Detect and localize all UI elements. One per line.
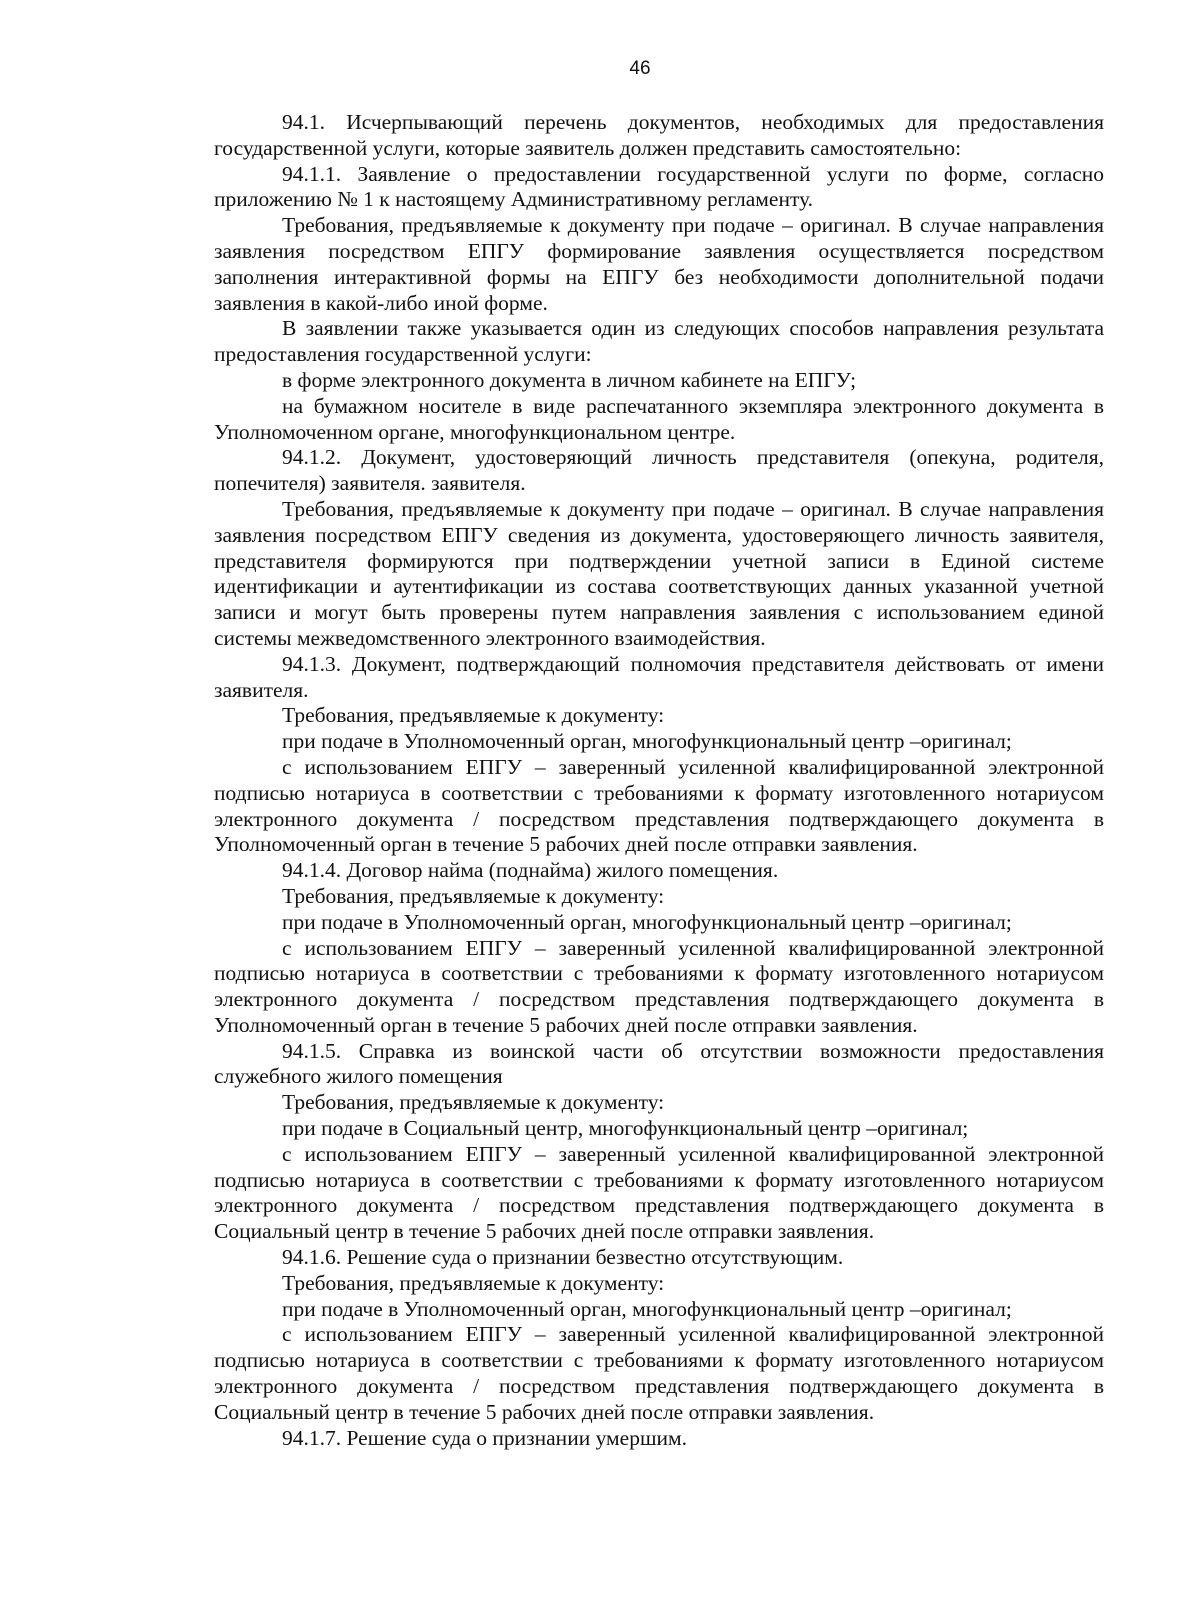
paragraph: на бумажном носителе в виде распечатанного экземпляра электронного документа в Уполномоченном органе, многофункциональном центре.: [214, 393, 1104, 444]
document-body: [214, 110, 1104, 1451]
paragraph: Требования, предъявляемые к документу при подаче – оригинал. В случае направления заявления посредством ЕПГУ формирование заявления осуществляется посредством заполнения интерактивной формы на ЕПГУ без необходимости дополнительной подачи заявления в какой-либо иной форме.: [214, 213, 1104, 315]
paragraph: Требования, предъявляемые к документу:: [282, 883, 665, 908]
paragraph: 94.1.2. Документ, удостоверяющий личность представителя (опекуна, родителя, попечителя) заявителя. заявителя.: [214, 445, 1104, 496]
paragraph: 94.1.3. Документ, подтверждающий полномочия представителя действовать от имени заявителя.: [214, 651, 1104, 702]
paragraph: Требования, предъявляемые к документу при подаче – оригинал. В случае направления заявления посредством ЕПГУ сведения из документа, удостоверяющего личность заявителя, представителя формируются при подтверждении учетной записи в Единой системе идентификации и аутентификации из состава соответствующих данных указанной учетной записи и могут быть проверены путем направления заявления с использованием единой системы межведомственного электронного взаимодействия.: [214, 496, 1104, 650]
paragraph: Требования, предъявляемые к документу:: [282, 1270, 665, 1295]
paragraph: в форме электронного документа в личном кабинете на ЕПГУ;: [282, 367, 857, 392]
paragraph: с использованием ЕПГУ – заверенный усиленной квалифицированной электронной подписью нотариуса в соответствии с требованиями к формату изготовленного нотариусом электронного документа / посредством представления подтверждающего документа в Уполномоченный орган в течение 5 рабочих дней после отправки заявления.: [214, 935, 1104, 1037]
paragraph: В заявлении также указывается один из следующих способов направления результата предоставления государственной услуги:: [214, 316, 1104, 367]
paragraph: с использованием ЕПГУ – заверенный усиленной квалифицированной электронной подписью нотариуса в соответствии с требованиями к формату изготовленного нотариусом электронного документа / посредством представления подтверждающего документа в Уполномоченный орган в течение 5 рабочих дней после отправки заявления.: [214, 754, 1104, 857]
paragraph: Требования, предъявляемые к документу:: [282, 703, 665, 728]
paragraph: 94.1.4. Договор найма (поднайма) жилого помещения.: [282, 858, 779, 883]
paragraph: при подаче в Уполномоченный орган, многофункциональный центр –оригинал;: [282, 729, 1012, 754]
paragraph: 94.1. Исчерпывающий перечень документов, необходимых для предоставления государственной услуги, которые заявитель должен представить самостоятельно:: [214, 110, 1104, 160]
paragraph: с использованием ЕПГУ – заверенный усиленной квалифицированной электронной подписью нотариуса в соответствии с требованиями к формату изготовленного нотариусом электронного документа / посредством представления подтверждающего документа в Социальный центр в течение 5 рабочих дней после отправки заявления.: [214, 1322, 1104, 1424]
page-number: 46: [629, 58, 651, 79]
paragraph: при подаче в Уполномоченный орган, многофункциональный центр –оригинал;: [282, 1296, 1012, 1321]
paragraph: 94.1.5. Справка из воинской части об отсутствии возможности предоставления служебного жилого помещения: [214, 1038, 1104, 1089]
paragraph: Требования, предъявляемые к документу:: [282, 1090, 665, 1115]
paragraph: при подаче в Уполномоченный орган, многофункциональный центр –оригинал;: [282, 909, 1012, 934]
paragraph: при подаче в Социальный центр, многофункциональный центр –оригинал;: [282, 1116, 969, 1141]
paragraph: с использованием ЕПГУ – заверенный усиленной квалифицированной электронной подписью нотариуса в соответствии с требованиями к формату изготовленного нотариусом электронного документа / посредством представления подтверждающего документа в Социальный центр в течение 5 рабочих дней после отправки заявления.: [214, 1141, 1104, 1244]
paragraph: 94.1.6. Решение суда о признании безвестно отсутствующим.: [282, 1245, 844, 1270]
paragraph: 94.1.7. Решение суда о признании умершим.: [282, 1425, 687, 1450]
paragraph: 94.1.1. Заявление о предоставлении государственной услуги по форме, согласно приложению № 1 к настоящему Административному регламенту.: [214, 161, 1104, 212]
